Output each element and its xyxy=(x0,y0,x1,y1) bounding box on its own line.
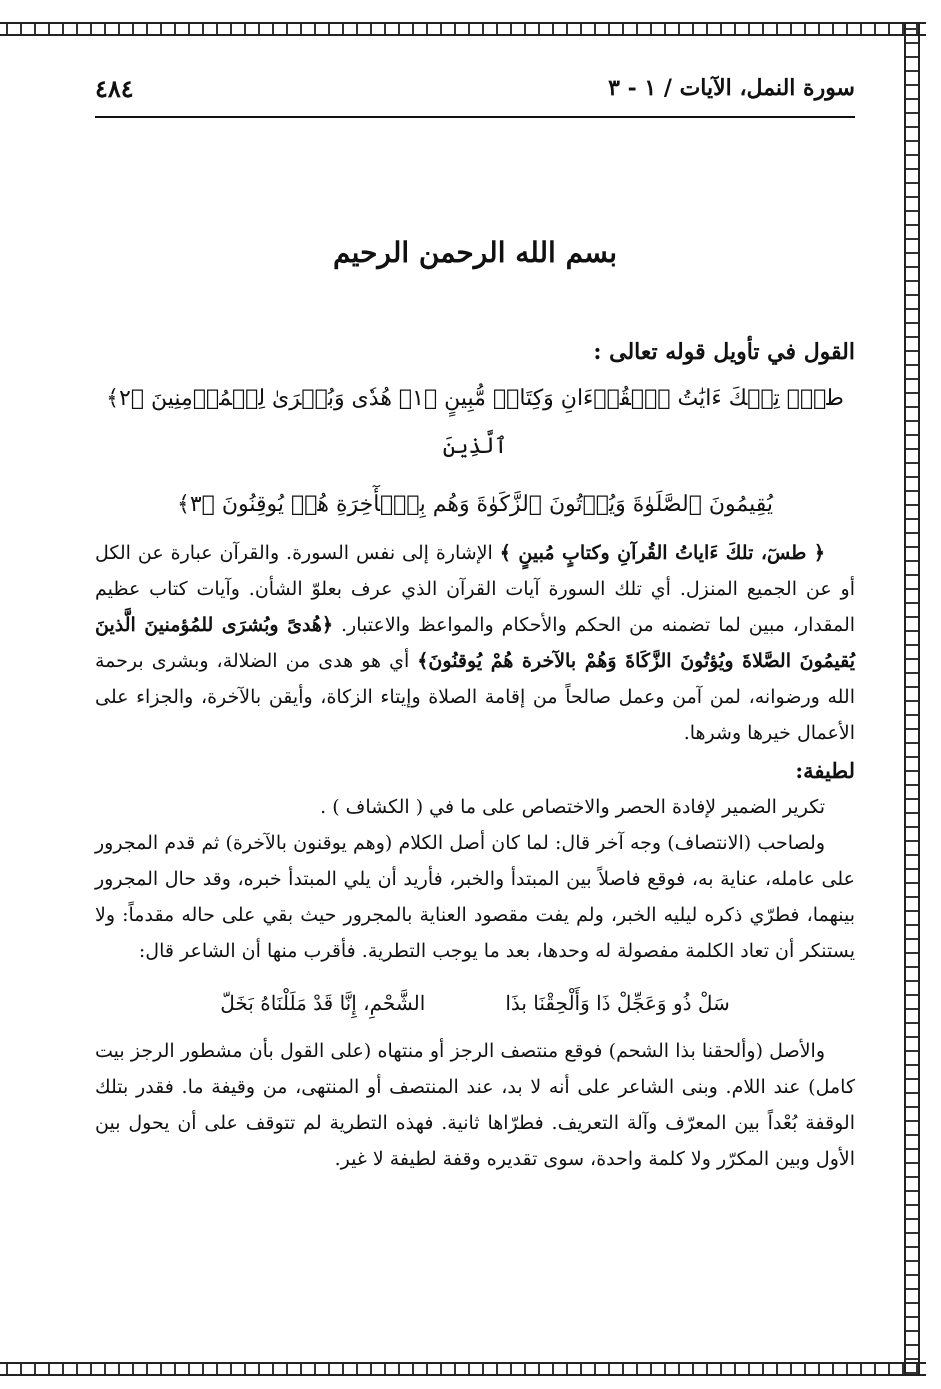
page-number: ٤٨٤ xyxy=(95,73,134,103)
verse-line-2: يُقِيمُونَ ٱلصَّلَوٰةَ وَيُؤۡتُونَ ٱلزَّكَوٰةَ وَهُم بِٱلۡأٓخِرَةِ هُمۡ يُوقِنُونَ ﴿٣﴾ xyxy=(176,492,774,517)
page-header xyxy=(95,60,855,118)
verse-line-1: طسٓۚ تِلۡكَ ءَايَٰتُ ٱلۡقُرۡءَانِ وَكِتَابٖ مُّبِينٍ ﴿١﴾ هُدٗى وَبُشۡرَىٰ لِلۡمُؤۡمِنِينَ ﴿٢﴾ ٱلَّذِينَ xyxy=(106,386,844,459)
commentary-paragraph xyxy=(95,535,855,751)
basmala: بسم الله الرحمن الرحيم xyxy=(333,236,617,269)
page-border-bottom xyxy=(0,1362,926,1376)
latifa-paragraph: تكرير الضمير لإفادة الحصر والاختصاص على ما في ( الكشاف ) . xyxy=(320,796,825,818)
intisaf-paragraph: ولصاحب (الانتصاف) وجه آخر قال: لما كان أصل الكلام (وهم يوقنون بالآخرة) ثم قدم المجرور على عامله، عناية به، فوقع فاصلاً بين المبتدأ والخبر، فأريد أن يلي المبتدأ خبره، وقد حال المجرور بينهما، فطرّي ذكره ليليه الخبر، ولم يفت مقصود العناية بالمجرور حيث بقي على حاله مقدماً: ولا يستنكر أن تعاد الكلمة مفصولة له وحدها، بعد ما يوجب التطرية. فأقرب منها أن الشاعر قال: xyxy=(95,832,855,962)
section-heading: القول في تأويل قوله تعالى : xyxy=(593,339,855,365)
quoted-verse: ﴿هُدىً وبُشرَى للمُؤمنينَ الَّذينَ يُقيمُونَ الصَّلاةَ ويُؤتُونَ الزَّكَاةَ وَهُمْ بالآخرة هُمْ يُوقنُونَ﴾ xyxy=(95,614,855,672)
commentary-text: الإشارة إلى نفس السورة. والقرآن عبارة عن الكل أو عن الجميع المنزل. أي تلك السورة آيات القرآن الذي عرف بعلوّ الشأن. وآيات كتاب عظيم المقدار، مبين لما تضمنه من الحكم والأحكام والمواعظ والاعتبار. xyxy=(95,542,856,636)
page-border-top xyxy=(0,22,926,36)
poem-hemistich-second: الشَّحْمِ، إِنَّا قَدْ مَلَلْنَاهُ بَخَلّ xyxy=(220,991,426,1015)
commentary-text: أي هو هدى من الضلالة، وبشرى برحمة الله ورضوانه، لمن آمن وعمل صالحاً من إقامة الصلاة وإيتاء الزكاة، وأيقن بالآخرة، والجزاء على الأعمال خيرها وشرها. xyxy=(95,650,855,744)
page-border-right xyxy=(904,22,920,1376)
final-paragraph: والأصل (وألحقنا بذا الشحم) فوقع منتصف الرجز أو منتهاه (على القول بأن مشطور الرجز بيت كامل) عند اللام. وبنى الشاعر على أنه لا بد، عند المنتصف أو المنتهى، من وقيفة ما. فقدر بتلك الوقفة بُعْداً بين المعرّف وآلة التعريف. فطرّاها ثانية. فهذه التطرية لم تتوقف على أن يحول بين الأول وبين المكرّر ولا كلمة واحدة، سوى تقديره وقفة لطيفة لا غير. xyxy=(95,1040,855,1170)
surah-title: سورة النمل، الآيات / ١ - ٣ xyxy=(608,75,855,101)
subheading-latifa: لطيفة: xyxy=(795,758,855,783)
poem-hemistich-first: سَلْ ذُو وَعَجِّلْ ذَا وَأَلْحِقْنَا بذَا xyxy=(505,991,730,1015)
poem-verse xyxy=(95,983,855,1023)
page-content xyxy=(95,60,855,1177)
quoted-verse: ﴿ طسٓ، تلكَ ءَاياتُ القُرآنِ وكتابٍ مُبينٍ ﴾ xyxy=(499,542,825,564)
